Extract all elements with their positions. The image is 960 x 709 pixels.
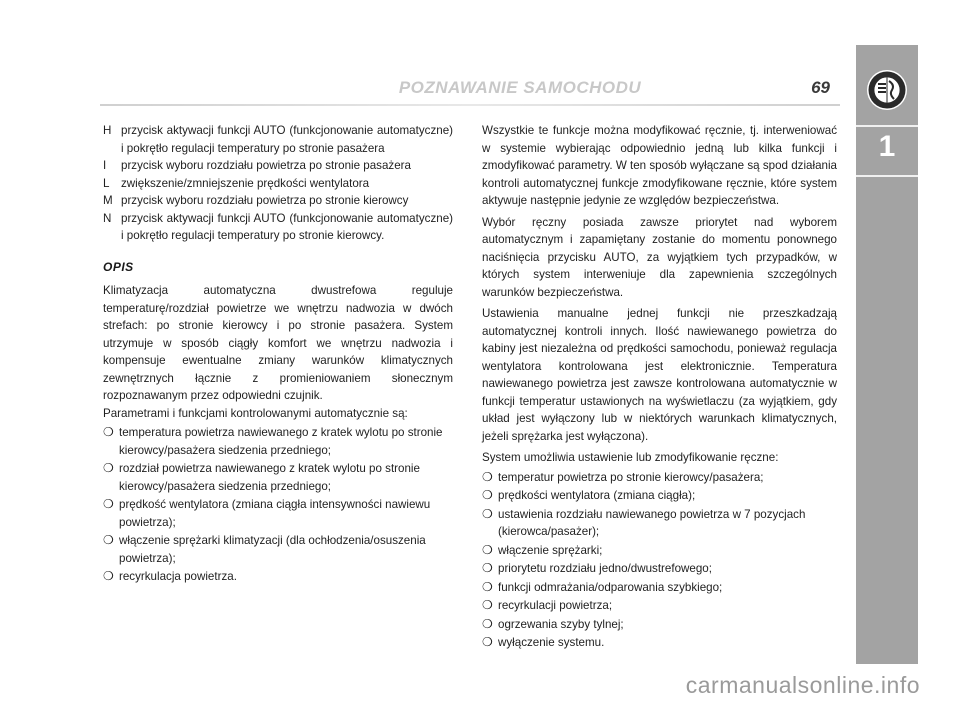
bullet-icon: ❍ [482,616,493,631]
list-item: ❍ ustawienia rozdziału nawiewanego powietrza w 7 pozycjach (kierowca/pasażer); [482,506,837,541]
definition-key: L [103,176,110,190]
list-item: ❍ temperatur powietrza po stronie kierowcy/pasażera; [482,469,837,487]
bullet-list [482,469,837,652]
list-item: ❍ prędkość wentylatora (zmiana ciągła intensywności nawiewu powietrza); [103,496,453,531]
list-item: ❍ temperatura powietrza nawiewanego z kratek wylotu po stronie kierowcy/pasażera siedzenia przedniego; [103,424,453,459]
section-heading: OPIS [103,259,134,274]
definition-item [103,157,453,175]
bullet-icon: ❍ [482,579,493,594]
bullet-icon: ❍ [482,598,493,612]
list-item: ❍ wyłączenie systemu. [482,634,837,652]
paragraph: Ustawienia manualne jednej funkcji nie przeszkadzają automatycznej kontroli innych. Ilość nawiewanego powietrza do kabiny jest niezależna od prędkości samochodu, ponieważ regulacja wentylatora kontrolowana jest elektronicznie. Temperatura nawiewanego powietrza jest zawsze kontrolowana automatycznie w funkcji temperatur ustawionych na wyświetlaczu (za wyjątkiem, gdy układ jest wyłączony lub w niektórych warunkach klimatycznych, jeżeli sprężarka jest wyłączona). [482,307,837,443]
definition-item [103,210,453,245]
tab-divider [856,125,918,127]
definition-key: H [103,124,112,137]
bullet-icon: ❍ [482,469,493,484]
right-column [482,122,837,653]
list-item: ❍ prędkości wentylatora (zmiana ciągła); [482,487,837,505]
watermark: carmanualsonline.info [685,672,920,698]
definition-item [103,175,453,193]
tab-divider [856,175,918,177]
bullet-icon: ❍ [482,542,493,557]
page-number: 69 [811,78,830,97]
definition-text: przycisk aktywacji funkcji AUTO (funkcjonowanie automatyczne) i pokrętło regulacji temperatury po stronie pasażera [121,124,453,155]
bullet-icon: ❍ [482,561,493,575]
running-header: POZNAWANIE SAMOCHODU [398,78,642,97]
bullet-icon: ❍ [482,488,493,502]
list-item: ❍ rozdział powietrza nawiewanego z kratek wylotu po stronie kierowcy/pasażera siedzenia przedniego; [103,460,453,495]
definition-key: M [103,194,113,207]
paragraph: Klimatyzacja automatyczna dwustrefowa reguluje temperaturę/rozdział powietrze we wnętrzu nadwozia w dwóch strefach: po stronie kierowcy i po stronie pasażera. System utrzymuje w sposób ciągły komfort we wnętrzu nadwozia i kompensuje ewentualne zmiany warunków klimatycznych zewnętrznych łącznie z promieniowaniem słonecznym rozpoznawanym przez odpowiedni czujnik. [103,284,453,402]
bullet-icon: ❍ [482,635,493,649]
definition-item [103,122,453,157]
list-item: ❍ recyrkulacji powietrza; [482,597,837,615]
list-item: ❍ priorytetu rozdziału jedno/dwustrefowego; [482,560,837,578]
paragraph: Wszystkie te funkcje można modyfikować ręcznie, tj. interweniować w systemie wybierając odpowiednio jedną lub kilka funkcji i zmodyfikować parametry. W ten sposób wyłączane są spod działania kontroli automatycznej funkcje zmodyfikowane ręcznie, które system aktywuje następnie jedynie ze względów bezpieczeństwa. [482,124,837,207]
paragraph: System umożliwia ustawienie lub zmodyfikowanie ręczne: [482,451,779,464]
definition-text: przycisk aktywacji funkcji AUTO (funkcjonowanie automatyczne) i pokrętło regulacji temperatury po stronie kierowcy. [121,211,453,242]
alfa-romeo-logo-icon [866,69,908,111]
definition-key: N [103,211,112,225]
header-rule [100,104,840,106]
bullet-icon: ❍ [103,425,114,439]
paragraph: Wybór ręczny posiada zawsze priorytet nad wyborem automatycznym i zapamiętany zostanie do momentu ponownego naciśnięcia przycisku AUTO, za wyjątkiem tych przypadków, w których system interweniuje dla zapewnienia szczególnych warunków bezpieczeństwa. [482,215,837,299]
list-item: ❍ funkcji odmrażania/odparowania szybkiego; [482,579,837,597]
list-item: ❍ włączenie sprężarki klimatyzacji (dla ochłodzenia/osuszenia powietrza); [103,532,453,567]
bullet-icon: ❍ [103,533,114,547]
bullet-icon: ❍ [103,461,114,475]
bullet-list [103,424,453,586]
list-item: ❍ włączenie sprężarki; [482,542,837,560]
definition-text: zwiększenie/zmniejszenie prędkości wentylatora [121,176,370,190]
chapter-number: 1 [878,130,896,163]
left-column [103,122,453,587]
list-item: ❍ recyrkulacja powietrza. [103,568,453,586]
paragraph: Parametrami i funkcjami kontrolowanymi automatycznie są: [103,406,408,420]
definition-text: przycisk wyboru rozdziału powietrza po stronie kierowcy [121,194,409,207]
bullet-icon: ❍ [103,497,114,511]
list-item: ❍ ogrzewania szyby tylnej; [482,616,837,634]
definition-text: przycisk wyboru rozdziału powietrza po stronie pasażera [121,159,411,172]
bullet-icon: ❍ [482,506,493,521]
bullet-icon: ❍ [103,569,114,583]
definition-key: I [103,159,107,172]
definition-item [103,192,453,210]
